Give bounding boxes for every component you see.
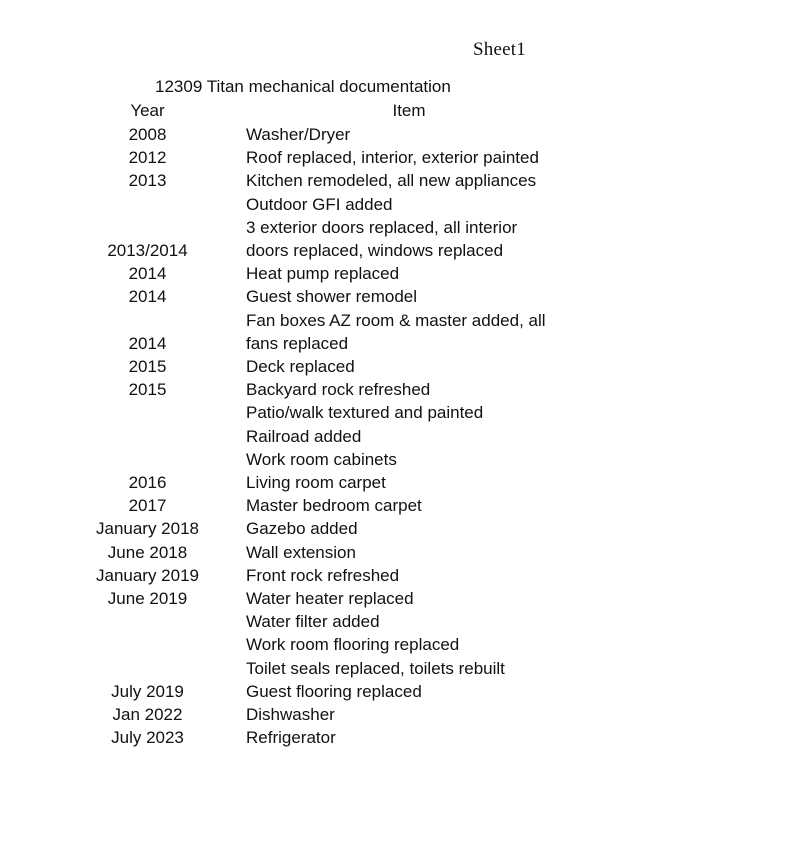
year-cell: January 2019 — [95, 565, 200, 585]
item-cell: Guest shower remodel — [246, 287, 418, 307]
year-cell: 2013 — [128, 171, 167, 191]
item-cell: Water heater replaced — [246, 589, 414, 609]
year-cell: 2016 — [128, 473, 167, 493]
year-cell: June 2019 — [107, 589, 188, 609]
table-row — [90, 471, 590, 494]
item-cell: Gazebo added — [246, 519, 358, 539]
table-row — [90, 378, 590, 401]
year-cell: 2014 — [128, 287, 167, 307]
item-cell: Master bedroom carpet — [246, 496, 422, 516]
table-row — [90, 169, 590, 192]
table-row — [90, 657, 590, 680]
item-column-header: Item — [392, 101, 426, 120]
year-cell: 2014 — [128, 264, 167, 284]
table-row — [90, 517, 590, 540]
table-row — [90, 425, 590, 448]
maintenance-table — [90, 123, 590, 749]
item-cell: Deck replaced — [246, 357, 355, 377]
year-cell: 2008 — [128, 125, 167, 144]
table-row — [90, 448, 590, 471]
item-cell: Wall extension — [246, 542, 356, 562]
item-cell: Railroad added — [246, 426, 362, 446]
year-cell: 2014 — [128, 333, 167, 353]
table-row — [90, 193, 590, 216]
table-row — [90, 494, 590, 517]
item-cell: Work room cabinets — [246, 449, 397, 469]
item-cell: Patio/walk textured and painted — [246, 403, 484, 423]
table-row — [90, 123, 590, 146]
item-cell: Roof replaced, interior, exterior painted — [246, 148, 539, 168]
document-title: 12309 Titan mechanical documentation — [155, 77, 451, 96]
table-row — [90, 680, 590, 703]
year-cell: 2012 — [128, 148, 167, 168]
item-cell: Refrigerator — [246, 728, 336, 748]
year-cell: June 2018 — [107, 542, 188, 562]
item-cell: Dishwasher — [246, 705, 335, 725]
year-cell: July 2019 — [111, 681, 184, 701]
item-cell: Water filter added — [246, 612, 380, 632]
year-cell: July 2023 — [111, 728, 184, 748]
item-cell: 3 exterior doors replaced, all interior doors replaced, windows replaced — [246, 217, 518, 261]
table-row — [90, 309, 590, 355]
table-row — [90, 216, 590, 262]
item-cell: Heat pump replaced — [246, 264, 400, 284]
table-row — [90, 610, 590, 633]
year-cell: January 2018 — [95, 519, 200, 539]
table-row — [90, 703, 590, 726]
year-cell: 2015 — [128, 357, 167, 377]
table-row — [90, 587, 590, 610]
table-row — [90, 633, 590, 656]
item-cell: Front rock refreshed — [246, 565, 400, 585]
table-row — [90, 146, 590, 169]
item-cell: Outdoor GFI added — [246, 194, 393, 214]
year-cell: 2013/2014 — [107, 241, 188, 261]
table-row — [90, 541, 590, 564]
item-cell: Guest flooring replaced — [246, 681, 422, 701]
table-row — [90, 726, 590, 749]
table-row — [90, 285, 590, 308]
year-cell: 2017 — [128, 496, 167, 516]
table-row — [90, 262, 590, 285]
item-cell: Toilet seals replaced, toilets rebuilt — [246, 658, 505, 678]
table-row — [90, 564, 590, 587]
year-column-header: Year — [130, 101, 165, 120]
year-cell: Jan 2022 — [112, 705, 183, 725]
table-row — [90, 401, 590, 424]
item-cell: Work room flooring replaced — [246, 635, 460, 655]
item-cell: Fan boxes AZ room & master added, all fans replaced — [246, 310, 546, 353]
item-cell: Kitchen remodeled, all new appliances — [246, 171, 537, 191]
item-cell: Washer/Dryer — [246, 125, 351, 144]
table-row — [90, 355, 590, 378]
item-cell: Backyard rock refreshed — [246, 380, 431, 400]
sheet-title: Sheet1 — [473, 39, 526, 60]
year-cell: 2015 — [128, 380, 167, 400]
item-cell: Living room carpet — [246, 473, 386, 493]
